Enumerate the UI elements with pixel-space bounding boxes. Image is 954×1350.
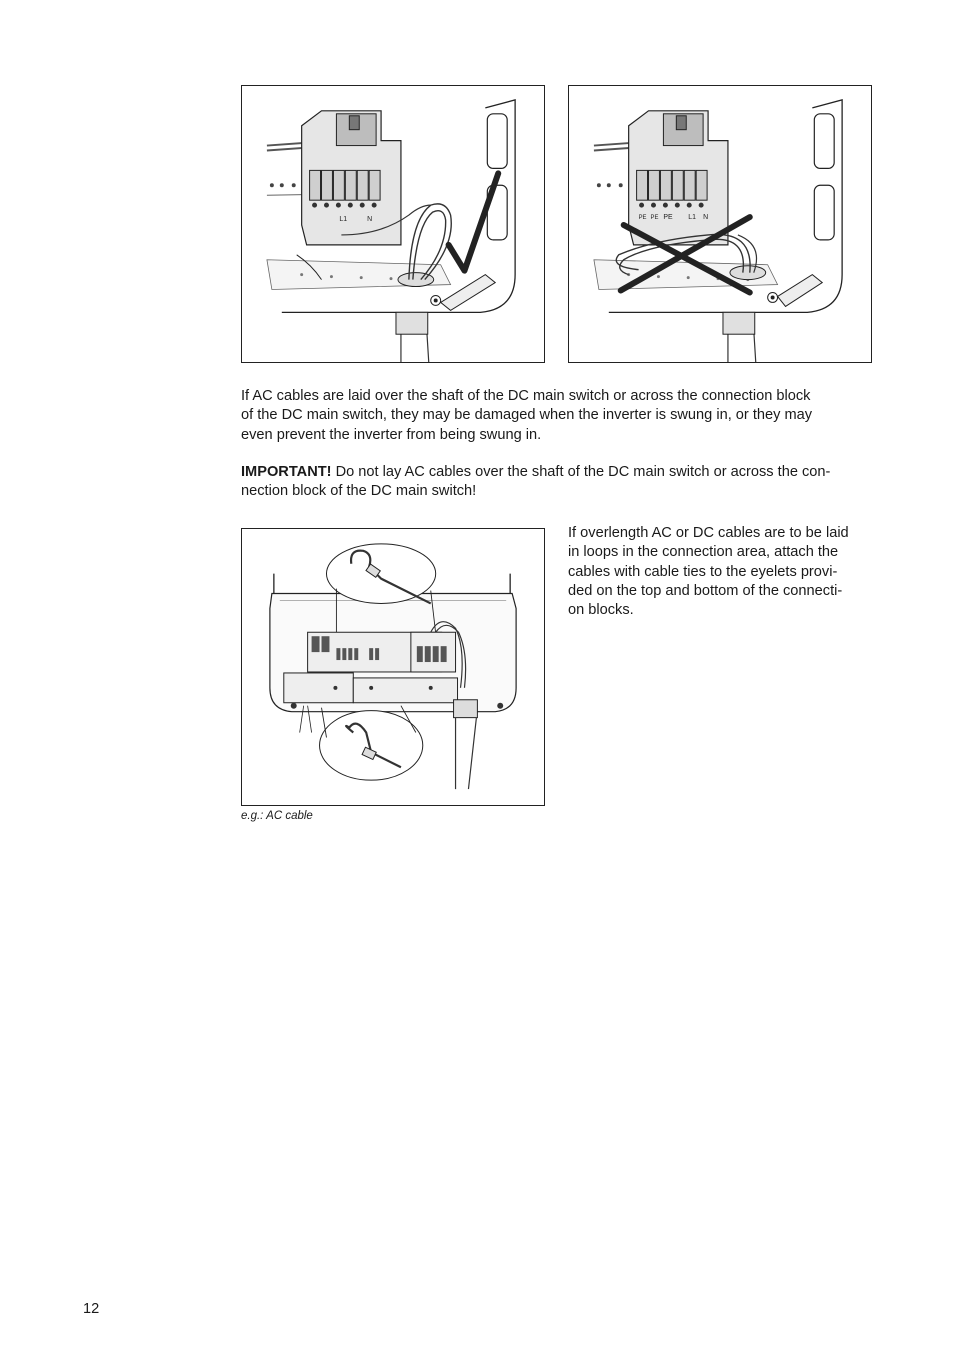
cable-gland xyxy=(730,266,766,280)
terminal-label-pe: PE xyxy=(638,215,647,222)
cable-tie-instructions xyxy=(568,524,874,620)
paragraph-line: on blocks. xyxy=(568,602,634,619)
paragraph-text: Do not lay AC cables over the shaft of the DC main switch or across the con- xyxy=(331,464,831,480)
figure-caption: e.g.: AC cable xyxy=(241,810,313,822)
housing-slot-top xyxy=(487,114,507,169)
important-label: IMPORTANT! xyxy=(241,464,332,480)
inverter-connection-illustration-correct xyxy=(242,86,544,362)
check-mark-icon xyxy=(449,173,499,270)
paragraph-line: ded on the top and bottom of the connecti- xyxy=(568,582,843,599)
terminal-label-n: N xyxy=(703,214,709,222)
inverter-connection-illustration-wrong xyxy=(569,86,871,362)
housing-slot-bottom xyxy=(814,185,834,240)
cable-tie-illustration xyxy=(242,529,544,805)
magnifier-bottom xyxy=(320,711,423,780)
paragraph-line: If overlength AC or DC cables are to be laid xyxy=(568,525,849,541)
paragraph-line: cables with cable ties to the eyelets provi- xyxy=(568,563,838,580)
figure-correct-routing xyxy=(241,85,545,363)
paragraph-line xyxy=(241,463,873,482)
important-paragraph xyxy=(241,463,873,502)
terminal-label-pe: PE xyxy=(663,214,673,222)
connection-block xyxy=(302,111,401,245)
terminal-label-pe: PE xyxy=(650,215,659,222)
paragraph-line: in loops in the connection area, attach the xyxy=(568,544,839,561)
terminal-label-n: N xyxy=(367,216,373,224)
warning-paragraph xyxy=(241,387,873,445)
terminal-label-l1: L1 xyxy=(339,216,348,224)
cable-gland-nut xyxy=(396,312,428,334)
magnifier-top xyxy=(326,544,435,604)
housing-slot-top xyxy=(814,114,834,169)
connection-block xyxy=(629,111,728,245)
paragraph-line: If AC cables are laid over the shaft of the DC main switch or across the connection block xyxy=(241,388,811,404)
page-number: 12 xyxy=(83,1301,100,1317)
figure-wrong-routing xyxy=(568,85,872,363)
paragraph-line: nection block of the DC main switch! xyxy=(241,483,477,500)
terminal-label-l1: L1 xyxy=(688,214,696,222)
figure-cable-ties xyxy=(241,528,545,806)
paragraph-line: even prevent the inverter from being swung in. xyxy=(241,426,542,443)
paragraph-line: of the DC main switch, they may be damaged when the inverter is swung in, or they may xyxy=(241,407,813,424)
cable-gland-nut xyxy=(723,312,755,334)
